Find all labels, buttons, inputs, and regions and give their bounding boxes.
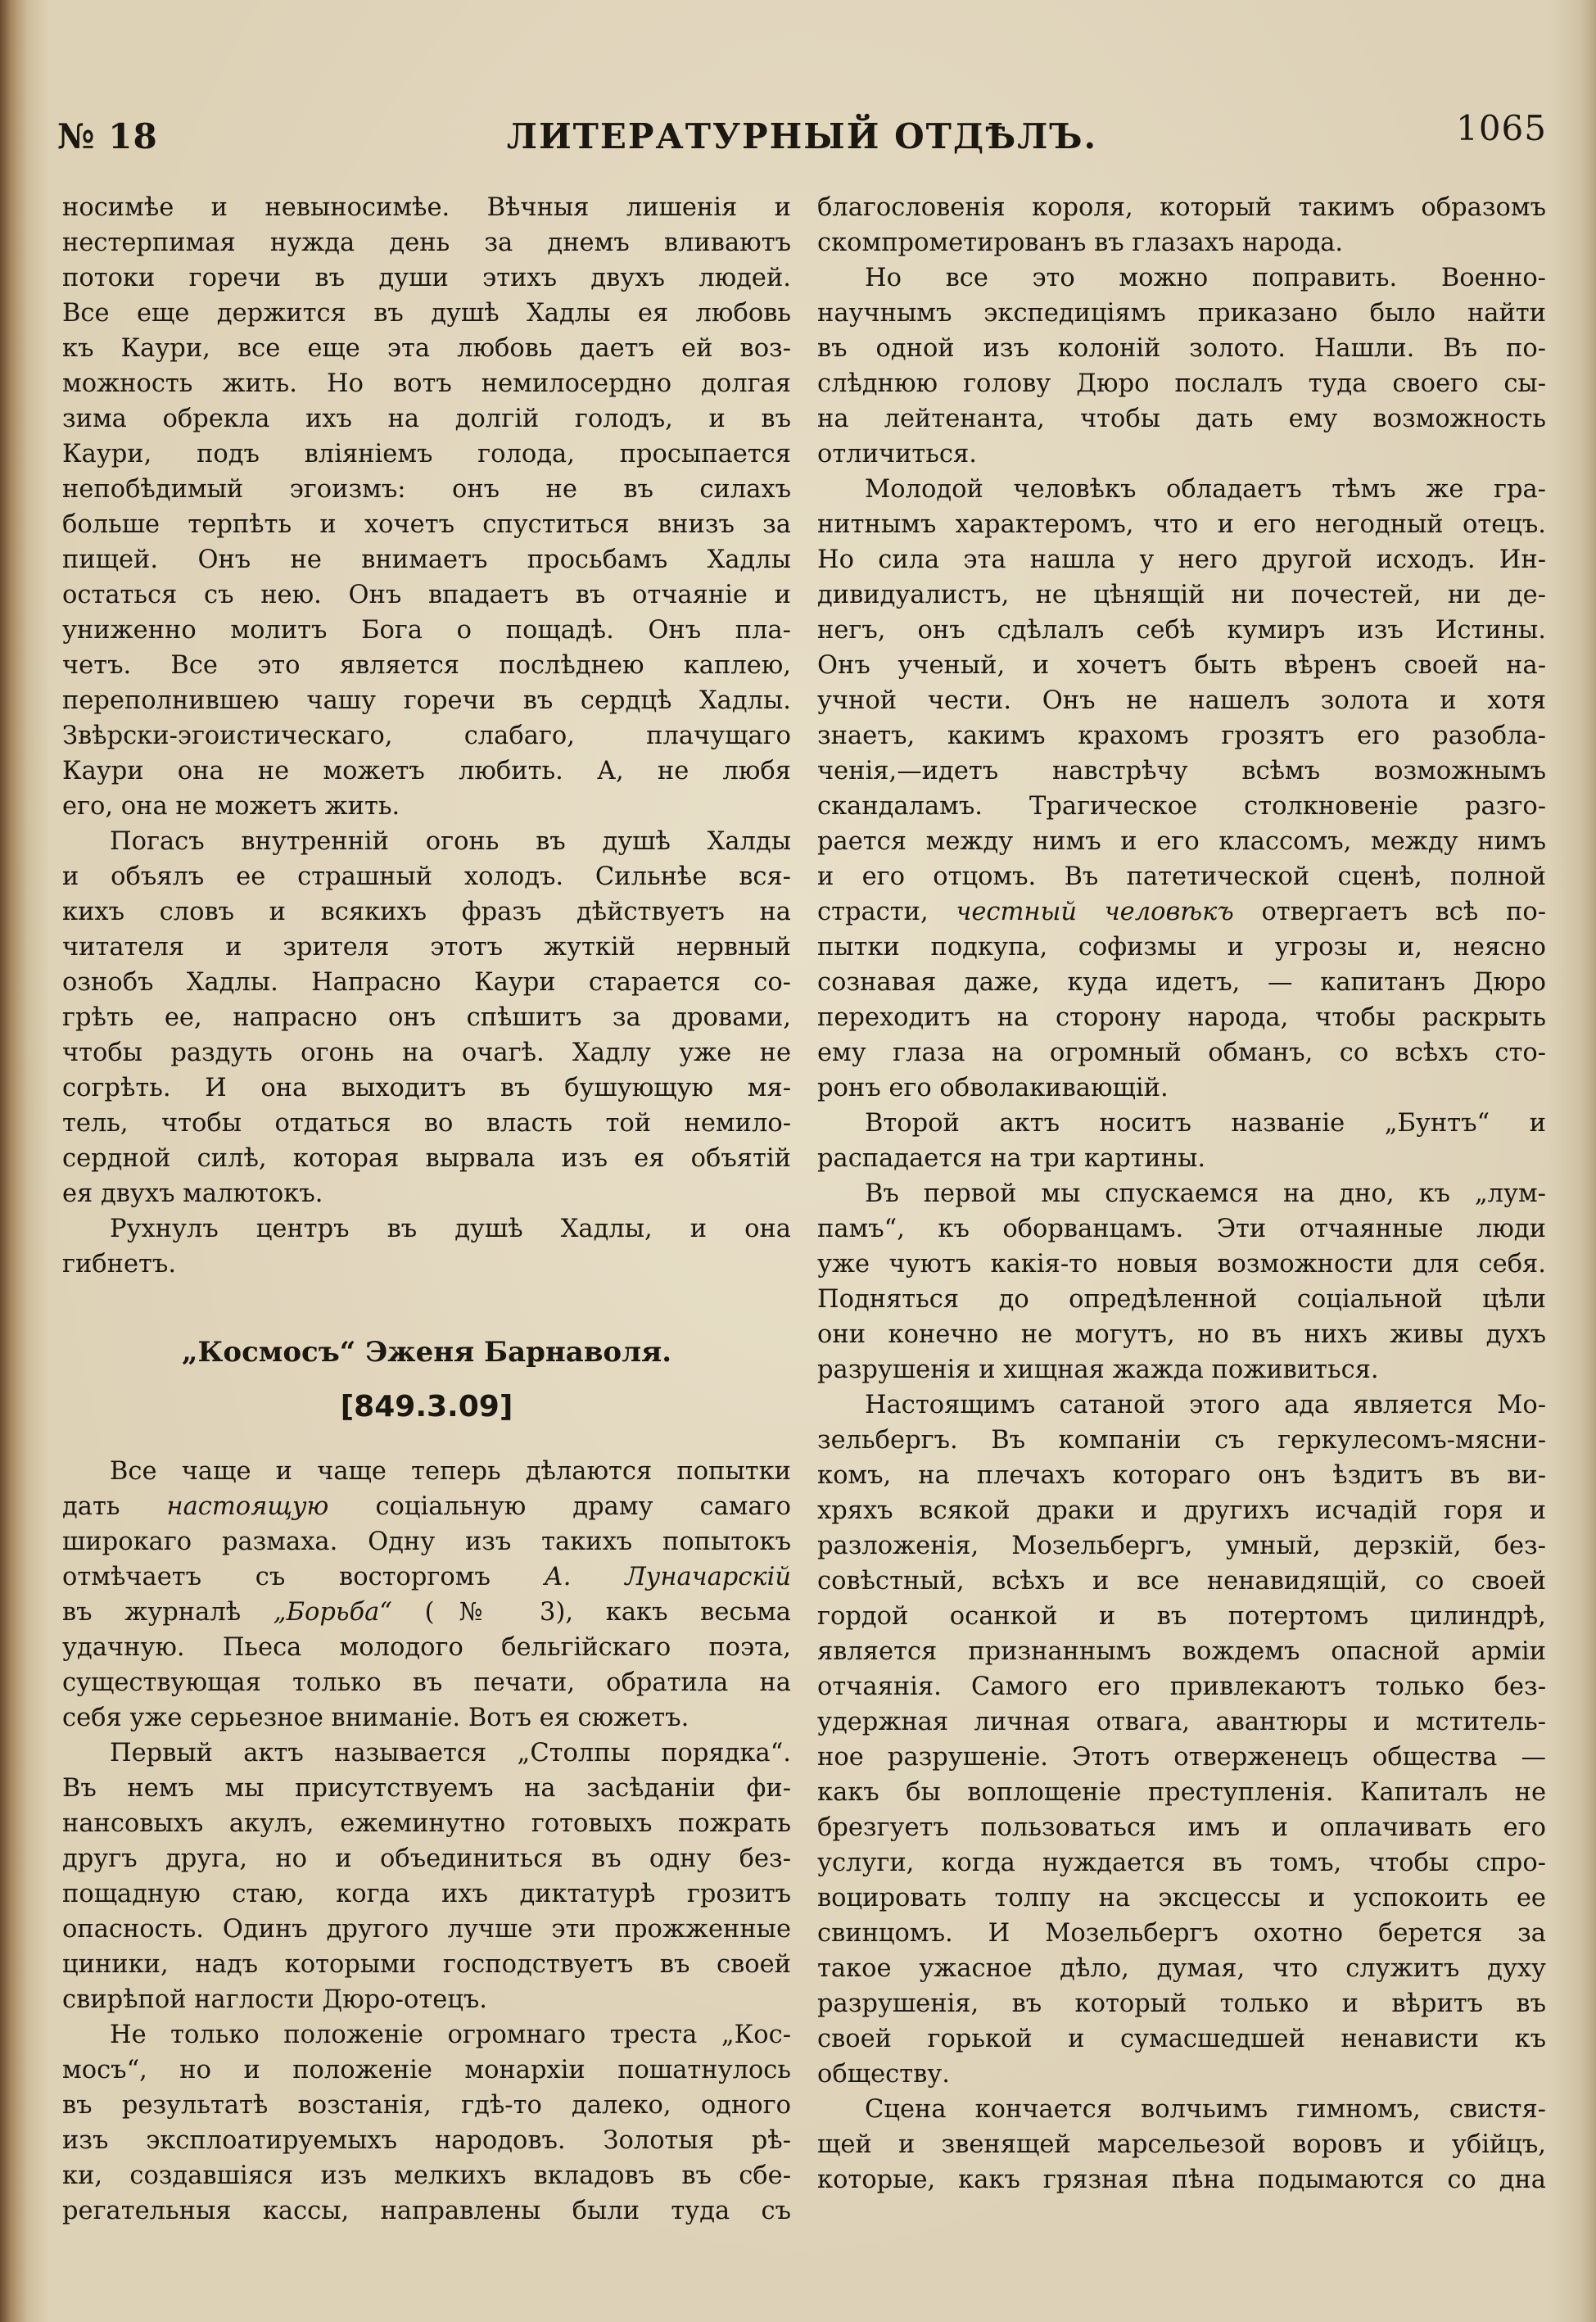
text-line: отмѣчаетъ съ восторгомъ А. Луначарскій [62, 1563, 791, 1591]
text-line: разложенія, Мозельбергъ, умный, дерзкій, без- [817, 1532, 1546, 1560]
text-line: переполнившею чашу горечи въ сердцѣ Хадлы. [62, 686, 791, 715]
emphasis-text: честный человѣкъ [956, 898, 1234, 926]
text-line: учной чести. Онъ не нашелъ золота и хотя [817, 686, 1546, 715]
text-line: зима обрекла ихъ на долгій голодъ, и въ [62, 405, 791, 433]
paragraph-4-rest [62, 1630, 791, 1736]
text-line: знаетъ, какимъ крахомъ грозятъ его разобла- [817, 722, 1546, 750]
text-line: Но все это можно поправить. Военно- [865, 264, 1546, 292]
text-line: непобѣдимый эгоизмъ: онъ не въ силахъ [62, 475, 791, 504]
text-line: дивидуалистъ, не цѣнящій ни почестей, ни де- [817, 581, 1546, 609]
text-line: къ Каури, все еще эта любовь даетъ ей воз- [62, 334, 791, 363]
text-line: отличиться. [817, 440, 977, 468]
text-line: своей горькой и сумасшедшей ненависти къ [817, 2025, 1546, 2053]
text-line: Но сила эта нашла у него другой исходъ. Ин- [817, 545, 1546, 574]
text-line: Подняться до опредѣленной соціальной цѣли [817, 1285, 1546, 1314]
paragraph-3-start [817, 472, 1546, 894]
emphasis-journal: „Борьба“ [273, 1598, 392, 1627]
text-line: существующая только въ печати, обратила на [62, 1668, 791, 1697]
text-line: страсти, честный человѣкъ отвергаетъ всѣ по- [817, 898, 1546, 926]
text-line: слѣднюю голову Дюро послалъ туда своего сы- [817, 369, 1546, 398]
text-line: зельбергъ. Въ компаніи съ геркулесомъ-мясни- [817, 1426, 1546, 1455]
text-line: потоки горечи въ души этихъ двухъ людей. [62, 264, 791, 292]
text-line: брезгуетъ пользоваться имъ и оплачивать его [817, 1813, 1546, 1842]
text-line: Все еще держится въ душѣ Хадлы ея любовь [62, 299, 791, 328]
text-line: скомпрометированъ въ глазахъ народа. [817, 229, 1344, 257]
text-line: чтобы раздуть огонь на очагѣ. Хадлу уже не [62, 1039, 791, 1067]
text-line: Второй актъ носитъ названіе „Бунтъ“ и [865, 1109, 1546, 1138]
left-paragraph-5 [62, 1736, 791, 2017]
text-line: Въ первой мы спускаемся на дно, къ „лум- [865, 1179, 1546, 1208]
text-line: разрушенія, въ который только и вѣритъ въ [817, 1989, 1546, 2018]
right-paragraph-5 [817, 1176, 1546, 1387]
text-line: и объялъ ее страшный холодъ. Сильнѣе вся- [62, 862, 791, 891]
text-line: гордой осанкой и въ потертомъ цилиндрѣ, [817, 1602, 1546, 1631]
text-line: себя уже серьезное вниманіе. Вотъ ея сюжетъ. [62, 1704, 689, 1732]
text-line: пищей. Онъ не внимаетъ просьбамъ Хадлы [62, 545, 791, 574]
text-line: благословенія короля, который такимъ образомъ [817, 193, 1546, 222]
text-line: они конечно не могутъ, но въ нихъ живы духъ [817, 1320, 1546, 1349]
text-line: читателя и зрителя этотъ жуткій нервный [62, 933, 791, 962]
right-paragraph-3 [817, 472, 1546, 1106]
right-paragraph-4 [817, 1106, 1546, 1176]
text-line: Рухнулъ центръ въ душѣ Хадлы, и она [110, 1215, 791, 1243]
text-line: которые, какъ грязная пѣна подымаются со дна [817, 2166, 1546, 2194]
text-line: такое ужасное дѣло, думая, что служитъ духу [817, 1954, 1546, 1983]
text-line: нестерпимая нужда день за днемъ вливаютъ [62, 229, 791, 257]
text-line: Молодой человѣкъ обладаетъ тѣмъ же гра- [865, 475, 1546, 504]
page-header [57, 108, 1547, 162]
text-line: мосъ“, но и положеніе монархіи пошатнулось [62, 2056, 791, 2084]
text-line: ки, создавшіяся изъ мелкихъ вкладовъ въ сбе- [62, 2161, 791, 2190]
section-title: ЛИТЕРАТУРНЫЙ ОТДѢЛЪ. [506, 116, 1098, 156]
text-line: Въ немъ мы присутствуемъ на засѣданіи фи- [62, 1774, 791, 1803]
text-line: можность жить. Но вотъ немилосердно долгая [62, 369, 791, 398]
emphasis-author: А. Луначарскій [544, 1563, 791, 1591]
text-line: Каури она не можетъ любить. А, не любя [62, 757, 791, 785]
text-line: тель, чтобы отдаться во власть той немило- [62, 1109, 791, 1138]
left-paragraph-2 [62, 824, 791, 1211]
paragraph-3-rest [817, 930, 1546, 1106]
left-paragraph-3 [62, 1211, 791, 1282]
text-line: Настоящимъ сатаной этого ада является Мо- [865, 1391, 1546, 1419]
text-line: какъ бы воплощеніе преступленія. Капиталъ не [817, 1778, 1546, 1807]
left-paragraph-4 [62, 1454, 791, 1736]
text-line: ознобъ Хадлы. Напрасно Каури старается со- [62, 968, 791, 997]
issue-number: № 18 [57, 116, 158, 156]
left-paragraph-6 [62, 2017, 791, 2229]
text-line: больше терпѣть и хочетъ спуститься внизъ за [62, 510, 791, 539]
text-line: распадается на три картины. [817, 1144, 1206, 1173]
text-line: рается между нимъ и его классомъ, между нимъ [817, 827, 1546, 856]
text-line: уже чуютъ какія-то новыя возможности для себя. [817, 1250, 1546, 1279]
text-line: Каури, подъ вліяніемъ голода, просыпается [62, 440, 791, 468]
text-line: нитнымъ характеромъ, что и его негодный отецъ. [817, 510, 1546, 539]
text-line: согрѣть. И она выходитъ въ бушующую мя- [62, 1074, 791, 1102]
text-line: дать настоящую соціальную драму самаго [62, 1492, 791, 1521]
right-paragraph-2 [817, 260, 1546, 472]
text-line: Сцена кончается волчьимъ гимномъ, свистя- [865, 2095, 1546, 2124]
text-line: сердной силѣ, которая вырвала изъ ея объятій [62, 1144, 791, 1173]
text-line: удержная личная отвага, авантюры и мститель- [817, 1708, 1546, 1736]
text-line: Погасъ внутренній огонь въ душѣ Халды [110, 827, 791, 856]
article-title: „Космосъ“ Эженя Барнаволя. [181, 1336, 672, 1369]
text-line: нансовыхъ акулъ, ежеминутно готовыхъ пожрать [62, 1809, 791, 1838]
emphasis-text: настоящую [166, 1492, 329, 1521]
text-line: остаться съ нею. Онъ впадаетъ въ отчаяніе и [62, 581, 791, 609]
text-line: негъ, онъ сдѣлалъ себѣ кумиръ изъ Истины. [817, 616, 1546, 645]
text-line: удачную. Пьеса молодого бельгійскаго поэта, [62, 1633, 791, 1662]
text-line: другъ друга, но и объединиться въ одну без- [62, 1844, 791, 1873]
text-line: хряхъ всякой драки и другихъ исчадій горя и [817, 1496, 1546, 1525]
text-line: щей и звенящей марсельезой воровъ и убійцъ, [817, 2130, 1546, 2159]
text-line: изъ эксплоатируемыхъ народовъ. Золотыя рѣ- [62, 2126, 791, 2155]
text-line: въ одной изъ колоній золото. Нашли. Въ по- [817, 334, 1546, 363]
text-line: и его отцомъ. Въ патетической сценѣ, полной [817, 862, 1546, 891]
text-line: услуги, когда нуждается въ томъ, чтобы спро- [817, 1849, 1546, 1877]
text-line: свирѣпой наглости Дюро-отецъ. [62, 1985, 487, 2014]
text-line: грѣть ее, напрасно онъ спѣшитъ за дровами, [62, 1003, 791, 1032]
text-line: воцировать толпу на эксцессы и успокоить ее [817, 1884, 1546, 1912]
text-line: четъ. Все это является послѣднею каплею, [62, 651, 791, 680]
right-paragraph-7 [817, 2092, 1546, 2198]
right-paragraph-6 [817, 1387, 1546, 2092]
text-line: регательныя кассы, направлены были туда съ [62, 2197, 791, 2225]
right-column [817, 190, 1546, 2297]
text-line: пытки подкупа, софизмы и угрозы и, неясно [817, 933, 1546, 962]
text-line: свинцомъ. И Мозельбергъ охотно берется за [817, 1919, 1546, 1948]
text-line: скандаламъ. Трагическое столкновеніе разго- [817, 792, 1546, 821]
text-line: обществу. [817, 2060, 950, 2089]
text-line: ное разрушеніе. Этотъ отверженецъ общества — [817, 1743, 1546, 1772]
left-column [62, 190, 791, 2297]
text-line: гибнетъ. [62, 1250, 177, 1279]
text-line: носимѣе и невыносимѣе. Вѣчныя лишенія и [62, 193, 791, 222]
text-line: разрушенія и хищная жажда поживиться. [817, 1356, 1379, 1384]
text-line: ронъ его обволакивающій. [817, 1074, 1169, 1102]
left-paragraph-1 [62, 190, 791, 824]
text-line: комъ, на плечахъ котораго онъ ѣздитъ въ ви- [817, 1461, 1546, 1490]
text-line: Все чаще и чаще теперь дѣлаются попытки [110, 1457, 791, 1486]
text-line: является признаннымъ вождемъ опасной арміи [817, 1637, 1546, 1666]
text-line: сознавая даже, куда идетъ, — капитанъ Дюро [817, 968, 1546, 997]
article-id: [849.3.09] [340, 1390, 513, 1424]
page-number: 1065 [1456, 108, 1547, 148]
text-line: отчаянія. Самого его привлекаютъ только без- [817, 1672, 1546, 1701]
text-line: ему глаза на огромный обманъ, со всѣхъ сто- [817, 1039, 1546, 1067]
text-line: широкаго размаха. Одну изъ такихъ попытокъ [62, 1528, 791, 1556]
text-line: кихъ словъ и всякихъ фразъ дѣйствуетъ на [62, 898, 791, 926]
text-line: научнымъ экспедиціямъ приказано было найти [817, 299, 1546, 328]
text-line: памъ“, къ оборванцамъ. Эти отчаянные люди [817, 1215, 1546, 1243]
text-line: циники, надъ которыми господствуетъ въ своей [62, 1950, 791, 1979]
text-line: переходитъ на сторону народа, чтобы раскрыть [817, 1003, 1546, 1032]
text-line: ченія,—идетъ навстрѣчу всѣмъ возможнымъ [817, 757, 1546, 785]
text-line: совѣстный, всѣхъ и все ненавидящій, со своей [817, 1567, 1546, 1596]
text-line: на лейтенанта, чтобы дать ему возможность [817, 405, 1546, 433]
text-line: Первый актъ называется „Столпы порядка“. [110, 1739, 791, 1768]
text-line: Звѣрски-эгоистическаго, слабаго, плачущаго [62, 722, 791, 750]
text-line: его, она не можетъ жить. [62, 792, 400, 821]
right-paragraph-1 [817, 190, 1546, 260]
text-line: униженно молитъ Бога о пощадѣ. Онъ пла- [62, 616, 791, 645]
text-line: Не только положеніе огромнаго треста „Кос- [110, 2021, 791, 2049]
text-line: ея двухъ малютокъ. [62, 1179, 323, 1208]
text-line: въ журналѣ „Борьба“ (№ 3), какъ весьма [62, 1598, 791, 1627]
text-line: пощадную стаю, когда ихъ диктатурѣ грозитъ [62, 1880, 791, 1908]
text-line: въ результатѣ возстанія, гдѣ-то далеко, одного [62, 2091, 791, 2120]
text-line: Онъ ученый, и хочетъ быть вѣренъ своей на- [817, 651, 1546, 680]
text-line: опасность. Одинъ другого лучше эти прожженные [62, 1915, 791, 1944]
